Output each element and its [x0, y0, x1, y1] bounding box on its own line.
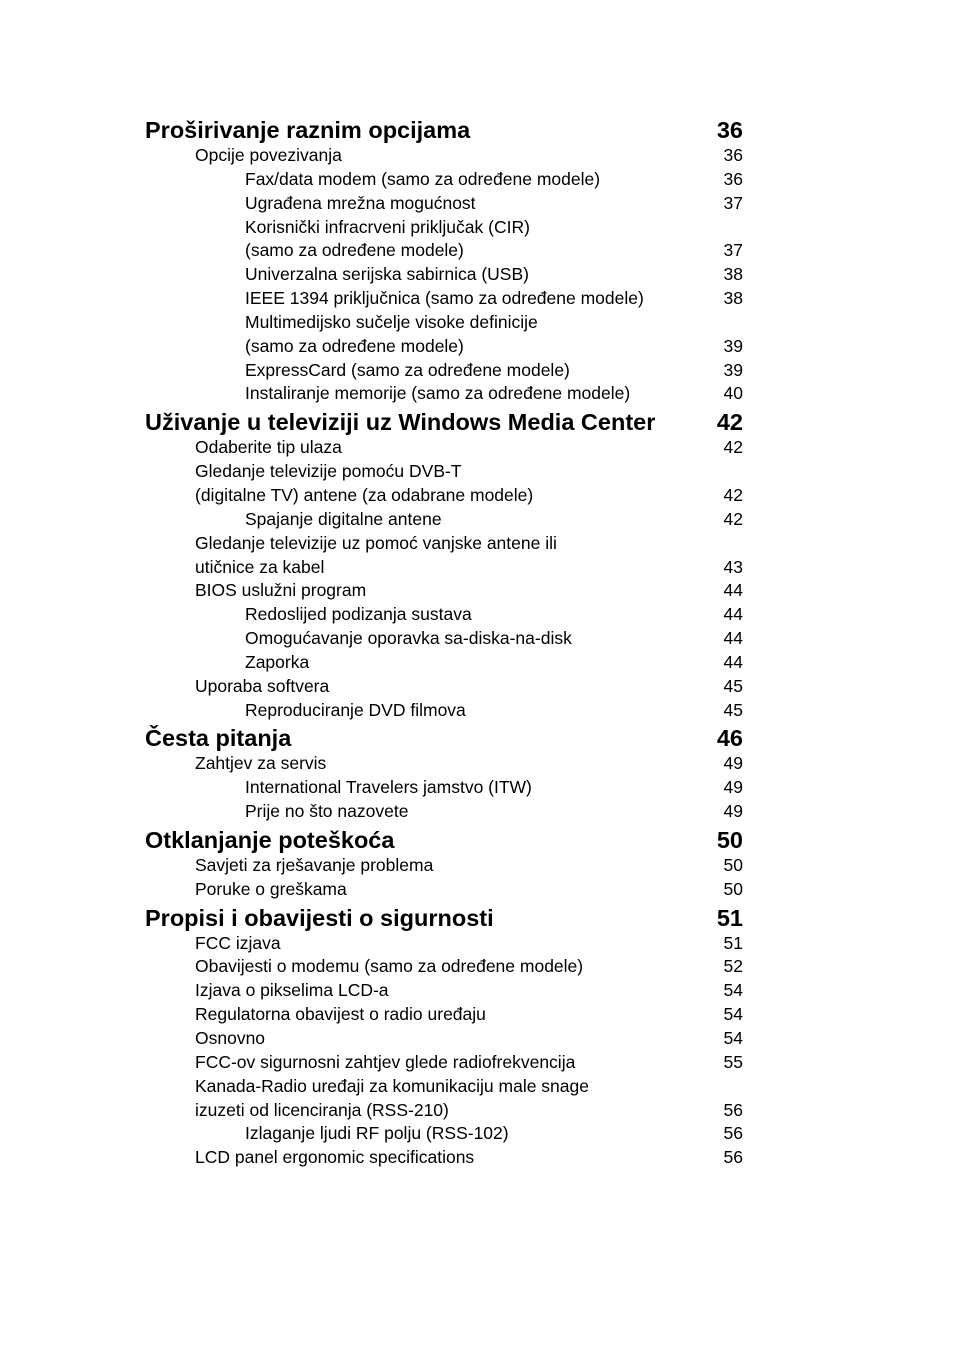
toc-page-number: 38 — [723, 288, 743, 309]
toc-page-number: 37 — [723, 240, 743, 261]
toc-subsection-row[interactable] — [145, 359, 743, 383]
toc-page-number: 38 — [723, 264, 743, 285]
toc-entry-title: Omogućavanje oporavka sa-diska-na-disk — [245, 628, 572, 649]
toc-page-number: 36 — [716, 117, 743, 143]
toc-entry-title: Poruke o greškama — [195, 878, 347, 899]
toc-page-number: 40 — [723, 383, 743, 404]
toc-entry-title: ExpressCard (samo za određene modele) — [245, 359, 570, 380]
toc-entry-title: Opcije povezivanja — [195, 145, 342, 165]
toc-section-row[interactable] — [145, 854, 743, 878]
toc-section-row[interactable] — [145, 1099, 743, 1123]
toc-section-row[interactable] — [145, 436, 743, 460]
toc-entry-title: Česta pitanja — [145, 725, 292, 752]
toc-page-number: 39 — [723, 335, 743, 356]
toc-page-number: 42 — [723, 508, 743, 529]
toc-subsection-row[interactable] — [145, 800, 743, 824]
toc-page-number: 42 — [723, 484, 743, 505]
toc-subsection-row[interactable] — [145, 192, 743, 216]
toc-entry-title: Savjeti za rješavanje problema — [195, 854, 434, 875]
toc-entry-title: Izlaganje ljudi RF polju (RSS-102) — [245, 1123, 509, 1144]
toc-page-number: 54 — [723, 1028, 743, 1048]
toc-page-number: 56 — [723, 1099, 743, 1120]
toc-chapter-row[interactable] — [145, 724, 743, 752]
toc-entry-title: FCC izjava — [195, 932, 281, 953]
toc-subsection-row[interactable] — [145, 382, 743, 406]
toc-page-number: 36 — [723, 145, 743, 165]
toc-section-row[interactable] — [145, 532, 743, 556]
toc-entry-title: Spajanje digitalne antene — [245, 508, 442, 529]
toc-entry-title: IEEE 1394 priključnica (samo za određene modele) — [245, 288, 644, 309]
toc-entry-title: Otklanjanje poteškoća — [145, 826, 395, 853]
toc-entry-title: Zahtjev za servis — [195, 753, 327, 774]
toc-section-row[interactable] — [145, 556, 743, 580]
toc-section-row[interactable] — [145, 144, 743, 168]
toc-page-number: 50 — [723, 854, 743, 875]
toc-section-row[interactable] — [145, 932, 743, 956]
toc-section-row[interactable] — [145, 675, 743, 699]
toc-page-number: 37 — [723, 192, 743, 213]
toc-subsection-row[interactable] — [145, 1122, 743, 1146]
toc-entry-title: Uživanje u televiziji uz Windows Media Center — [145, 409, 656, 436]
toc-entry-title: FCC-ov sigurnosni zahtjev glede radiofrekvencija — [195, 1051, 576, 1072]
toc-entry-title: Uporaba softvera — [195, 675, 330, 696]
toc-section-row[interactable] — [145, 1051, 743, 1075]
toc-subsection-row[interactable] — [145, 287, 743, 311]
toc-entry-title: Gledanje televizije uz pomoć vanjske antene ili — [195, 532, 557, 553]
toc-page-number: 49 — [723, 753, 743, 774]
toc-entry-title: Instaliranje memorije (samo za određene modele) — [245, 383, 631, 404]
toc-entry-title: (samo za određene modele) — [245, 240, 464, 261]
toc-entry-title: Proširivanje raznim opcijama — [145, 117, 471, 143]
toc-page-number: 42 — [723, 437, 743, 458]
toc-section-row[interactable] — [145, 1003, 743, 1027]
toc-entry-title: Kanada-Radio uređaji za komunikaciju male snage — [195, 1075, 589, 1096]
toc-page-number: 51 — [723, 932, 743, 953]
toc-page-number: 43 — [723, 556, 743, 577]
toc-page-number: 42 — [716, 409, 743, 436]
toc-entry-title: BIOS uslužni program — [195, 580, 367, 601]
toc-entry-title: Prije no što nazovete — [245, 801, 409, 822]
toc-entry-title: Multimedijsko sučelje visoke definicije — [245, 311, 538, 332]
toc-section-row[interactable] — [145, 878, 743, 902]
toc-subsection-row[interactable] — [145, 263, 743, 287]
toc-page-number: 44 — [723, 580, 743, 601]
toc-chapter-row[interactable] — [145, 904, 743, 932]
toc-entry-title: Redoslijed podizanja sustava — [245, 604, 472, 625]
toc-entry-title: Univerzalna serijska sabirnica (USB) — [245, 264, 529, 285]
toc-page-number: 51 — [716, 904, 743, 931]
toc-page-number: 46 — [716, 725, 743, 752]
toc-page-number: 54 — [723, 980, 743, 1001]
toc-subsection-row[interactable] — [145, 335, 743, 359]
toc-section-row[interactable] — [145, 484, 743, 508]
toc-entry-title: Korisnički infracrveni priključak (CIR) — [245, 216, 530, 237]
toc-section-row[interactable] — [145, 1075, 743, 1099]
toc-chapter-row[interactable] — [145, 408, 743, 436]
toc-subsection-row[interactable] — [145, 627, 743, 651]
toc-entry-title: Ugrađena mrežna mogućnost — [245, 192, 476, 213]
toc-subsection-row[interactable] — [145, 508, 743, 532]
toc-page-number: 56 — [723, 1147, 743, 1168]
toc-page-number: 52 — [723, 956, 743, 977]
toc-page-number: 39 — [723, 359, 743, 380]
toc-entry-title: Fax/data modem (samo za određene modele) — [245, 168, 601, 189]
toc-page-number: 44 — [723, 604, 743, 625]
toc-subsection-row[interactable] — [145, 651, 743, 675]
toc-subsection-row[interactable] — [145, 239, 743, 263]
toc-entry-title: LCD panel ergonomic specifications — [195, 1147, 475, 1168]
toc-entry-title: (samo za određene modele) — [245, 335, 464, 356]
toc-page-number: 45 — [723, 699, 743, 720]
toc-page-number: 36 — [723, 168, 743, 189]
toc-entry-title: izuzeti od licenciranja (RSS-210) — [195, 1099, 449, 1120]
toc-page-number: 55 — [723, 1051, 743, 1072]
toc-subsection-row[interactable] — [145, 168, 743, 192]
toc-entry-title: Izjava o pikselima LCD-a — [195, 980, 389, 1001]
toc-entry-title: International Travelers jamstvo (ITW) — [245, 777, 532, 798]
toc-section-row[interactable] — [145, 752, 743, 776]
toc-entry-title: Osnovno — [195, 1028, 266, 1048]
toc-section-row[interactable] — [145, 1146, 743, 1170]
toc-page-number: 50 — [716, 826, 743, 853]
toc-chapter-row[interactable] — [145, 826, 743, 854]
toc-page-number: 44 — [723, 628, 743, 649]
toc-page-number: 54 — [723, 1004, 743, 1025]
toc-entry-title: utičnice za kabel — [195, 556, 325, 577]
toc-page-number: 44 — [723, 651, 743, 672]
toc-entry-title: Zaporka — [245, 651, 310, 672]
toc-entry-title: Obavijesti o modemu (samo za određene modele) — [195, 956, 584, 977]
toc-subsection-row[interactable] — [145, 216, 743, 240]
toc-subsection-row[interactable] — [145, 699, 743, 723]
toc-entry-title: Propisi i obavijesti o sigurnosti — [145, 904, 494, 931]
toc-page-number: 49 — [723, 801, 743, 822]
toc-subsection-row[interactable] — [145, 603, 743, 627]
toc-section-row[interactable] — [145, 955, 743, 979]
toc-subsection-row[interactable] — [145, 311, 743, 335]
toc-page-number: 49 — [723, 777, 743, 798]
toc-entry-title: Reproduciranje DVD filmova — [245, 699, 466, 720]
toc-page-number: 56 — [723, 1123, 743, 1144]
toc-chapter-row[interactable] — [145, 116, 743, 144]
toc-entry-title: (digitalne TV) antene (za odabrane modele) — [195, 484, 534, 505]
toc-entry-title: Odaberite tip ulaza — [195, 437, 342, 458]
table-of-contents — [145, 116, 743, 1170]
toc-subsection-row[interactable] — [145, 776, 743, 800]
toc-entry-title: Gledanje televizije pomoću DVB-T — [195, 461, 462, 482]
toc-section-row[interactable] — [145, 1027, 743, 1051]
toc-section-row[interactable] — [145, 579, 743, 603]
toc-page-number: 50 — [723, 878, 743, 899]
toc-section-row[interactable] — [145, 460, 743, 484]
toc-section-row[interactable] — [145, 979, 743, 1003]
toc-entry-title: Regulatorna obavijest o radio uređaju — [195, 1004, 486, 1025]
toc-page-number: 45 — [723, 675, 743, 696]
